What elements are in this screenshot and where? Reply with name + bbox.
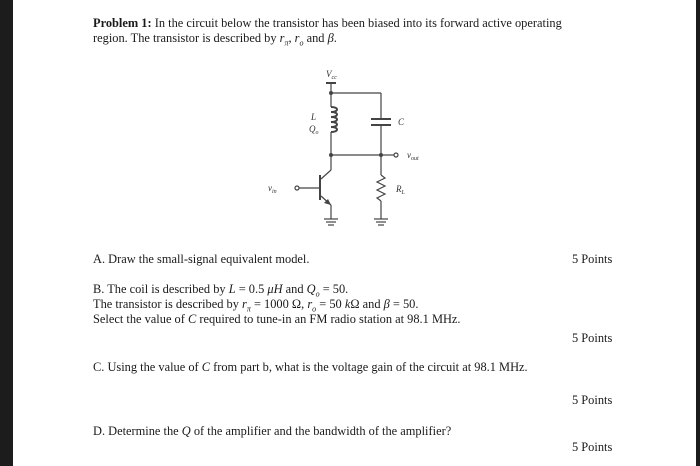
problem-intro-line1: Problem 1: In the circuit below the transistor has been biased into its forward active operating bbox=[93, 16, 562, 30]
svg-text:Qo: $Q_o$ bbox=[309, 124, 319, 136]
part-c-points: 5 Points bbox=[572, 393, 613, 407]
problem-intro-line2: region. The transistor is described by $r_\pi$, $r_o$ and β. bbox=[93, 31, 337, 48]
part-d-text: D. Determine the Q of the amplifier and the bandwidth of the amplifier? bbox=[93, 424, 452, 438]
q-label: Q bbox=[309, 124, 316, 134]
svg-text:RL: $R_L$ bbox=[396, 184, 405, 196]
svg-text:vout: $v_{out}$ bbox=[407, 150, 419, 162]
part-c-text: C. Using the value of C from part b, what is the voltage gain of the circuit at 98.1 MHz. bbox=[93, 360, 528, 374]
capacitor-label: C bbox=[398, 117, 405, 127]
vin-label: v bbox=[268, 183, 272, 193]
problem-heading: Problem 1: bbox=[93, 16, 152, 30]
part-b-line2: The transistor is described by $r_\pi = 1000$ Ω, $r_o = 50$ kΩ and β = 50. bbox=[93, 297, 419, 314]
vout-label: v bbox=[407, 150, 411, 160]
part-a-points: 5 Points bbox=[572, 252, 613, 266]
svg-text:vin: $v_{in}$ bbox=[268, 183, 277, 195]
part-d-points: 5 Points bbox=[572, 440, 613, 454]
circuit-diagram bbox=[250, 55, 450, 245]
part-b-points: 5 Points bbox=[572, 331, 613, 345]
part-b-line3: Select the value of C required to tune-in an FM radio station at 98.1 MHz. bbox=[93, 312, 461, 326]
svg-text:Vcc: $V_{cc}$ bbox=[326, 69, 337, 81]
part-a-text: A. Draw the small-signal equivalent model. bbox=[93, 252, 310, 266]
vcc-label: V bbox=[326, 69, 332, 79]
rl-label: R bbox=[396, 184, 402, 194]
inductor-label: L bbox=[311, 112, 317, 122]
part-b-line1: B. The coil is described by L = 0.5 μH and $Q_o = 50$. bbox=[93, 282, 349, 299]
document-page bbox=[13, 0, 696, 466]
